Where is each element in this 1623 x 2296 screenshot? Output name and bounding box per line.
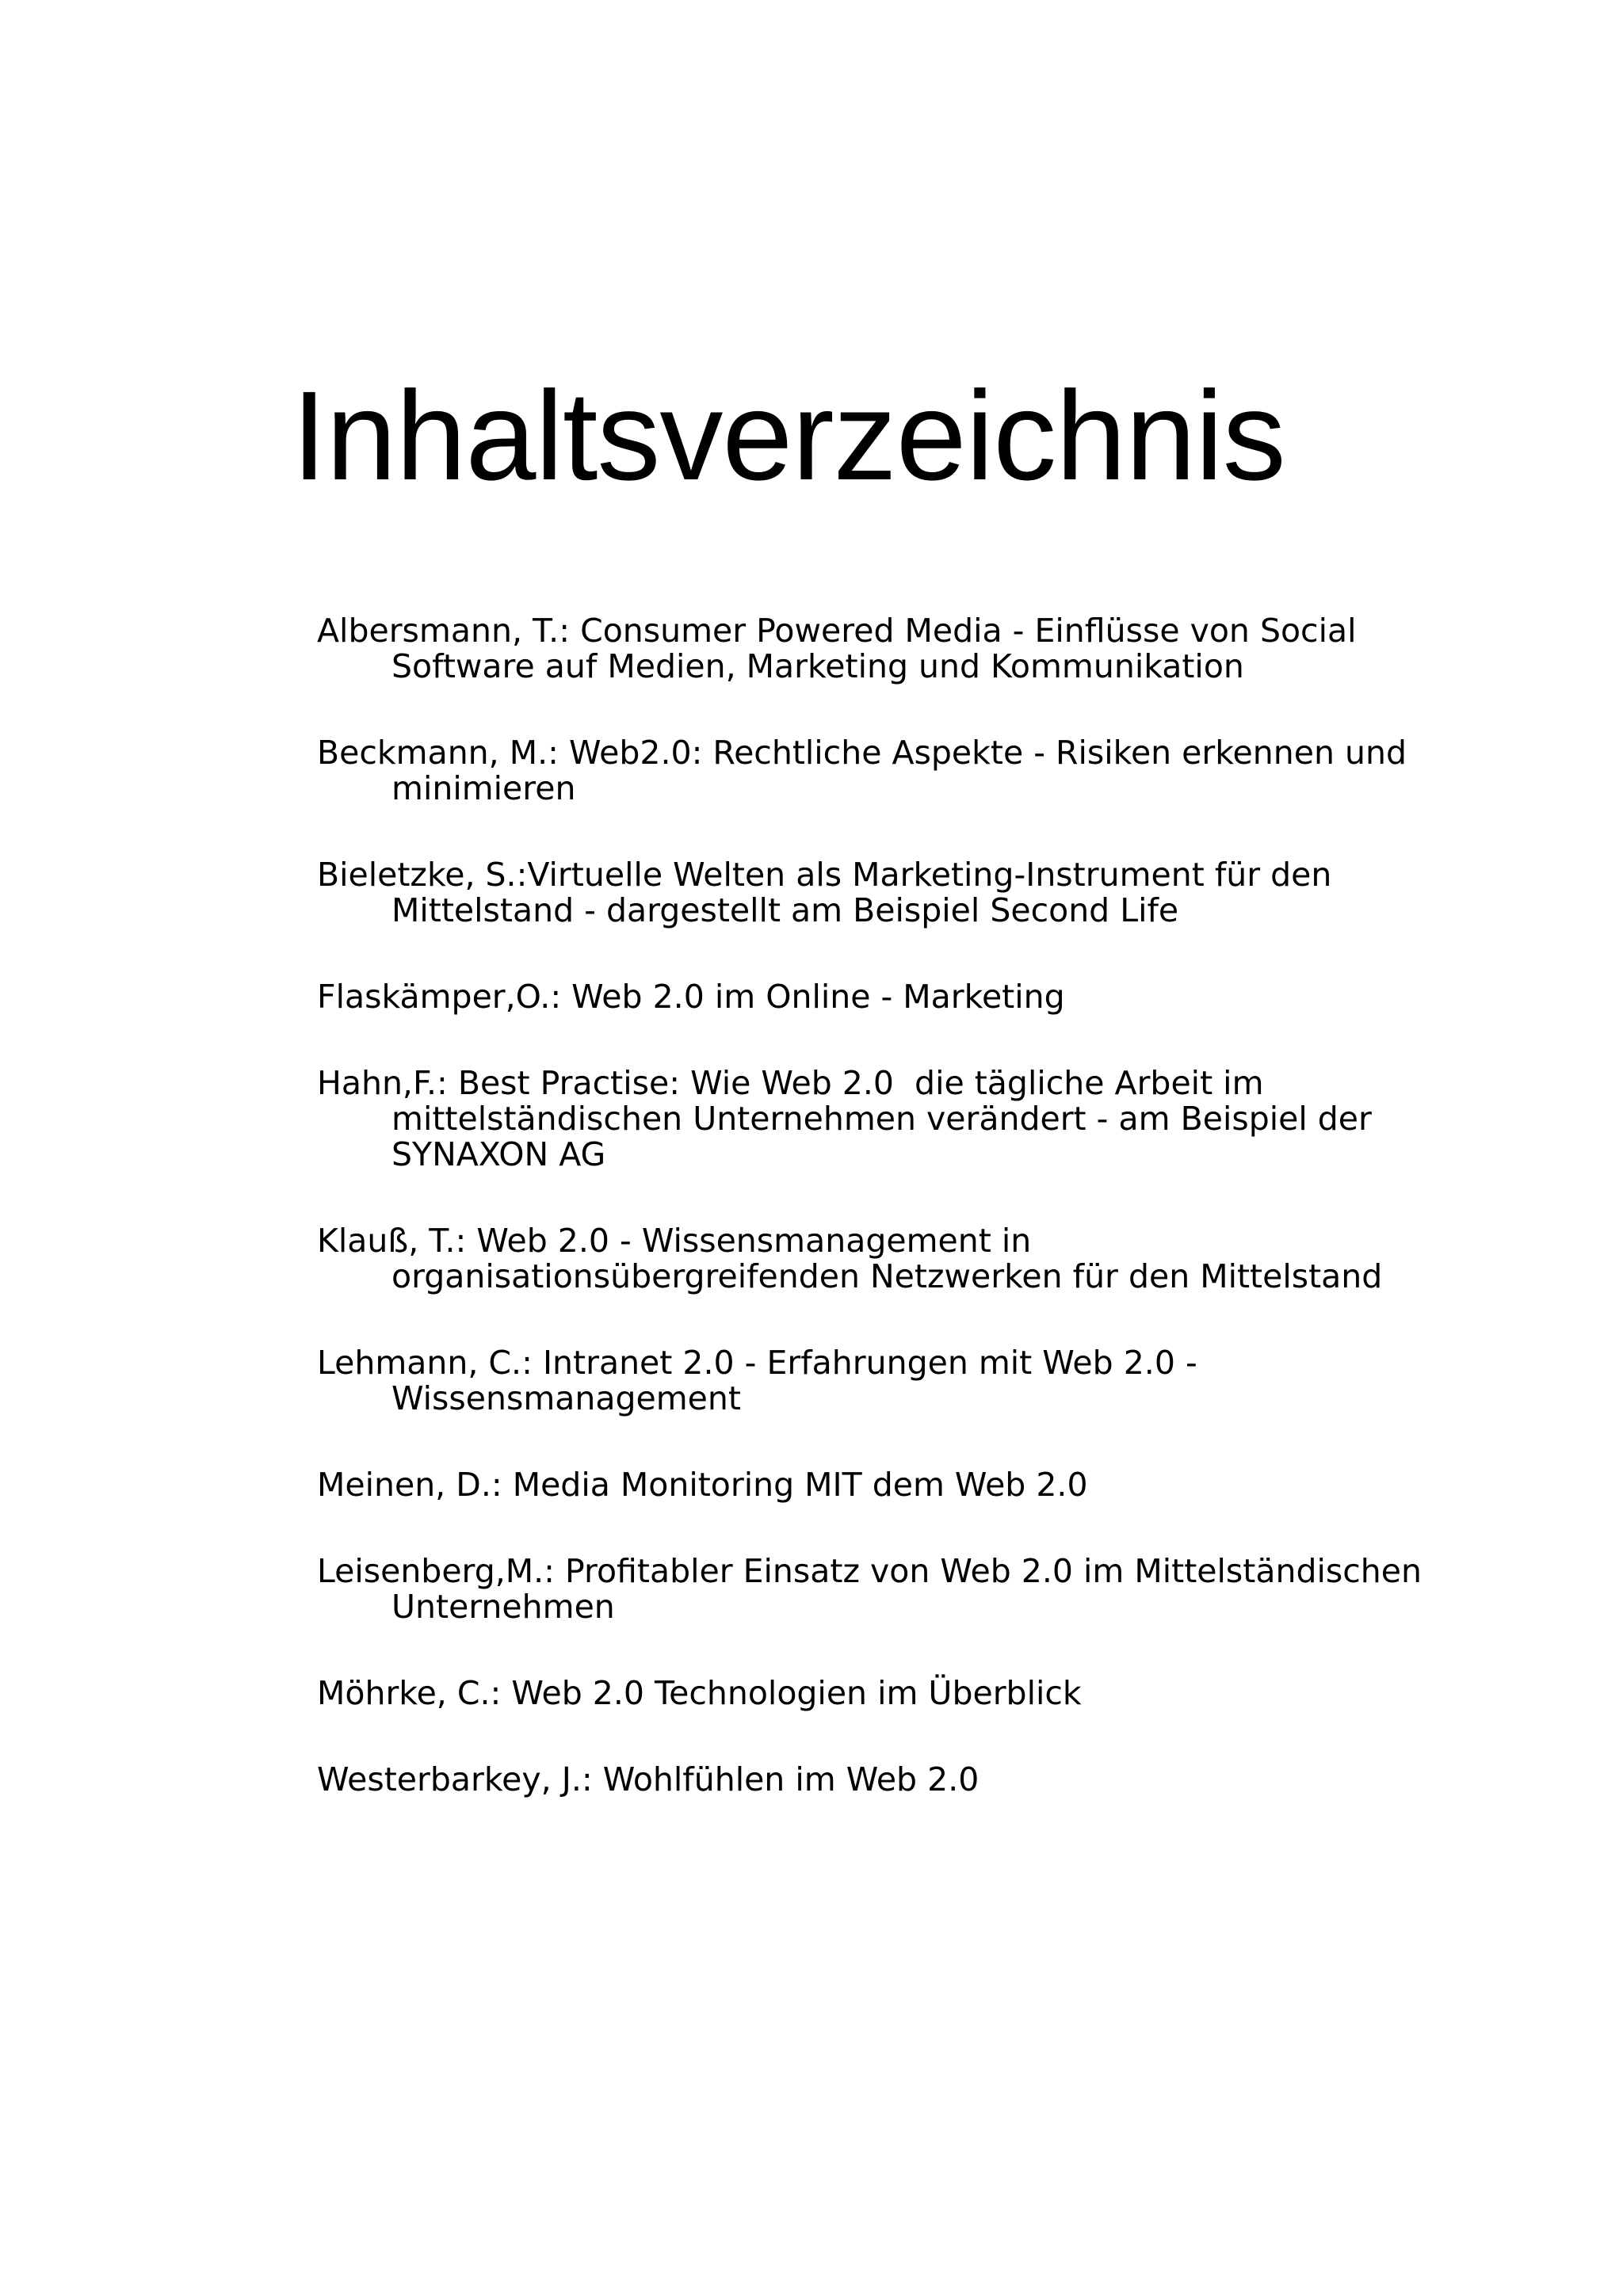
- toc-entry-flaskaemper: Flaskämper,O.: Web 2.0 im Online - Marketing: [317, 978, 1065, 1016]
- toc-entry-meinen: Meinen, D.: Media Monitoring MIT dem Web 2.0: [317, 1466, 1088, 1504]
- toc-entry-klauss: Klauß, T.: Web 2.0 - Wissensmanagement in organisationsübergreifenden Netzwerken für den Mittelstand: [317, 1222, 1383, 1295]
- toc-entry-beckmann: Beckmann, M.: Web2.0: Rechtliche Aspekte - Risiken erkennen und minimieren: [317, 734, 1418, 807]
- toc-entry-westerbarkey: Westerbarkey, J.: Wohlfühlen im Web 2.0: [317, 1760, 980, 1798]
- toc-entry-albersmann: Albersmann, T.: Consumer Powered Media - Einflüsse von Social Software auf Medien, Marketing und Kommunikation: [317, 612, 1367, 685]
- toc-entry-leisenberg: Leisenberg,M.: Profitabler Einsatz von Web 2.0 im Mittelständischen Unternehmen: [317, 1552, 1433, 1626]
- toc-entry-bieletzke: Bieletzke, S.:Virtuelle Welten als Marketing-Instrument für den Mittelstand - dargestellt am Beispiel Second Life: [317, 856, 1342, 929]
- page-title: Inhaltsverzeichnis: [292, 364, 1285, 506]
- toc-list: [317, 613, 1474, 1848]
- toc-entry-lehmann: Lehmann, C.: Intranet 2.0 - Erfahrungen mit Web 2.0 - Wissensmanagement: [317, 1344, 1208, 1417]
- toc-entry-moehrke: Möhrke, C.: Web 2.0 Technologien im Überblick: [317, 1674, 1082, 1712]
- toc-entry-hahn: Hahn,F.: Best Practise: Wie Web 2.0 die tägliche Arbeit im mittelständischen Unternehmen verändert - am Beispiel der SYNAXON AG: [317, 1064, 1382, 1173]
